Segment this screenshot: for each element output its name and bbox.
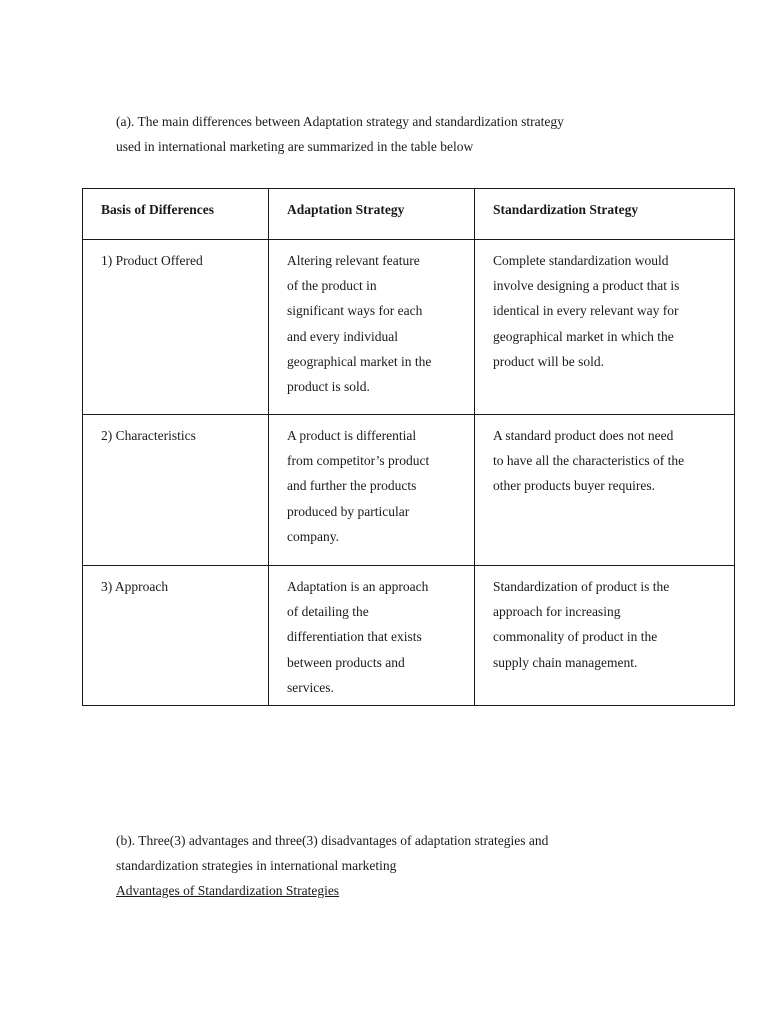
advantages-heading: Advantages of Standardization Strategies	[116, 883, 340, 898]
differences-table	[82, 188, 735, 706]
cell-text-line: A product is differential	[287, 428, 417, 443]
cell-text-line: produced by particular	[287, 503, 410, 519]
cell-text-line: Altering relevant feature	[287, 253, 420, 268]
header-adaptation: Adaptation Strategy	[269, 189, 475, 240]
cell-text-line: Standardization of product is the	[493, 579, 670, 594]
standardization-cell	[475, 566, 735, 706]
cell-text-line: company.	[287, 528, 339, 544]
header-standardization: Standardization Strategy	[475, 189, 735, 240]
cell-text-line: product is sold.	[287, 379, 370, 395]
basis-cell	[83, 240, 269, 415]
table-header-row	[83, 189, 735, 240]
intro-paragraph	[116, 109, 564, 159]
part-b-line-1: (b). Three(3) advantages and three(3) disadvantages of adaptation strategies and	[116, 833, 549, 848]
cell-text-line: Adaptation is an approach	[287, 579, 429, 594]
part-b-paragraph	[116, 828, 548, 903]
cell-text-line: from competitor’s product	[287, 453, 430, 469]
cell-text-line: geographical market in the	[287, 353, 432, 369]
basis-label: 2) Characteristics	[101, 428, 196, 443]
adaptation-cell	[269, 566, 475, 706]
basis-cell	[83, 566, 269, 706]
adaptation-cell	[269, 415, 475, 566]
intro-line-1: (a). The main differences between Adaptation strategy and standardization strategy	[116, 114, 564, 129]
cell-text-line: approach for increasing	[493, 604, 621, 620]
cell-text-line: to have all the characteristics of the	[493, 453, 685, 469]
header-basis: Basis of Differences	[83, 189, 269, 240]
cell-text-line: and further the products	[287, 478, 417, 494]
basis-label: 3) Approach	[101, 579, 169, 594]
cell-text-line: differentiation that exists	[287, 629, 422, 645]
intro-line-2: used in international marketing are summarized in the table below	[116, 139, 474, 154]
cell-text-line: Complete standardization would	[493, 253, 669, 268]
table-row	[83, 240, 735, 415]
cell-text-line: supply chain management.	[493, 654, 638, 670]
cell-text-line: significant ways for each	[287, 303, 423, 319]
standardization-cell	[475, 240, 735, 415]
cell-text-line: between products and	[287, 654, 405, 670]
table-row	[83, 415, 735, 566]
cell-text-line: involve designing a product that is	[493, 278, 680, 294]
cell-text-line: commonality of product in the	[493, 629, 658, 645]
standardization-cell	[475, 415, 735, 566]
cell-text-line: geographical market in which the	[493, 328, 674, 344]
basis-label: 1) Product Offered	[101, 253, 203, 268]
cell-text-line: and every individual	[287, 328, 398, 344]
table-row	[83, 566, 735, 706]
cell-text-line: identical in every relevant way for	[493, 303, 679, 319]
cell-text-line: other products buyer requires.	[493, 478, 655, 494]
cell-text-line: services.	[287, 679, 334, 695]
cell-text-line: of the product in	[287, 278, 377, 294]
cell-text-line: product will be sold.	[493, 353, 604, 369]
basis-cell	[83, 415, 269, 566]
cell-text-line: A standard product does not need	[493, 428, 674, 443]
part-b-line-2: standardization strategies in international marketing	[116, 858, 397, 873]
cell-text-line: of detailing the	[287, 604, 369, 620]
adaptation-cell	[269, 240, 475, 415]
